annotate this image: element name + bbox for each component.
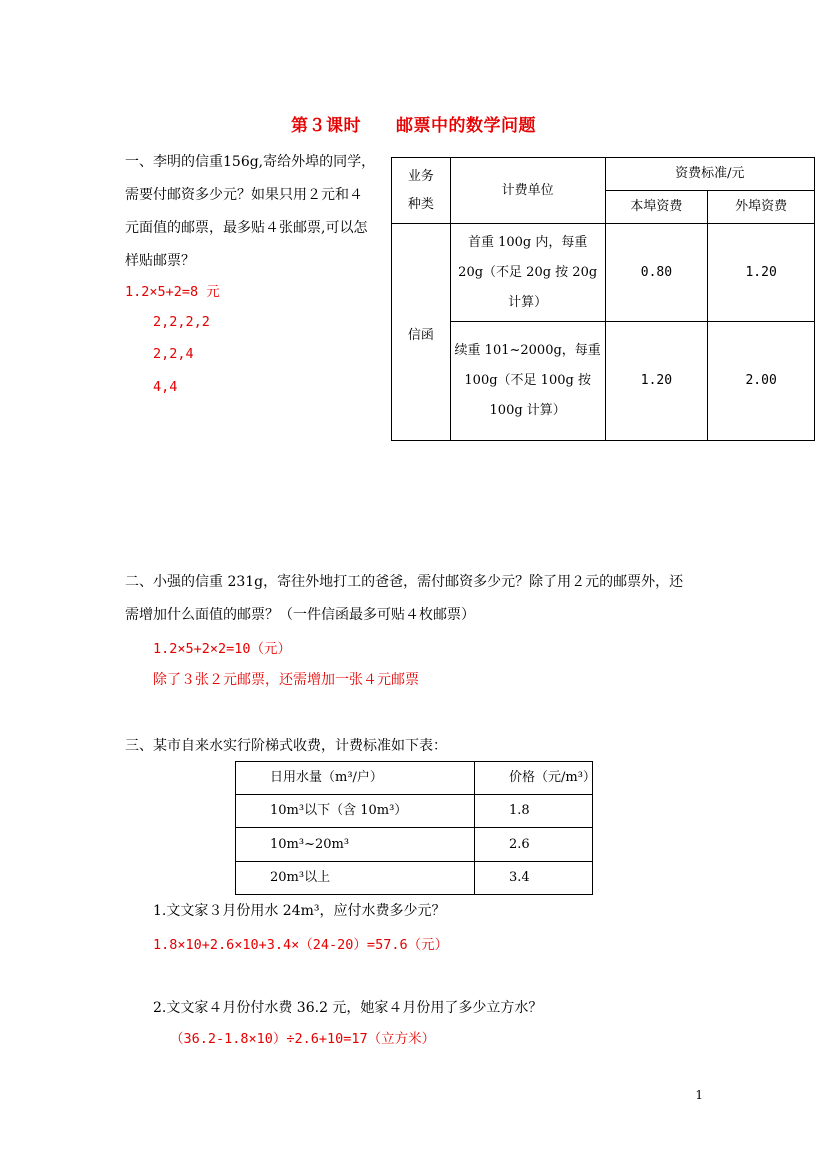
unit-line: 续重 101~2000g，每重 — [454, 343, 601, 358]
unit-line: 首重 100g 内，每重 — [467, 234, 588, 250]
water-usage-cell: 10m³以下（含 10m³） — [236, 795, 475, 828]
water-price-cell: 1.8 — [475, 795, 593, 828]
q1-answer-main: 1.2×5+2=8 元 — [125, 284, 220, 300]
q2-answer-text: 除了３张２元邮票，还需增加一张４元邮票 — [153, 672, 419, 688]
question-1-line: 一、李明的信重156g,寄给外埠的同学， — [125, 154, 376, 170]
unit-line: 计算） — [508, 294, 548, 310]
water-price-cell: 3.4 — [475, 862, 593, 895]
water-header-price: 价格（元/m³） — [475, 762, 593, 795]
question-3-sub1: 1.文文家３月份用水 24m³，应付水费多少元？ — [153, 903, 446, 919]
question-2-line: 二、小强的信重 231g，寄往外地打工的爸爸，需付邮资多少元？除了用２元的邮票外，还 — [125, 574, 684, 590]
unit-line: 100g（不足 100g 按 — [464, 373, 591, 388]
postage-rate-table — [391, 157, 815, 441]
header-unit: 计费单位 — [450, 158, 605, 224]
question-2 — [125, 566, 725, 632]
page-number: 1 — [695, 1088, 703, 1102]
question-1 — [125, 146, 385, 278]
q1-answer-option: 2,2,4 — [153, 346, 194, 362]
header-type — [392, 158, 451, 224]
row2-local: 1.20 — [605, 322, 708, 441]
header-type-line: 种类 — [407, 196, 434, 212]
type-letter: 信函 — [392, 224, 451, 441]
question-2-line: 需增加什么面值的邮票？（一件信函最多可贴４枚邮票） — [125, 607, 475, 623]
row1-unit — [450, 224, 605, 322]
water-usage-cell: 20m³以上 — [236, 862, 475, 895]
page-title: 第３课时 邮票中的数学问题 — [291, 116, 536, 136]
unit-line: 100g 计算） — [489, 403, 566, 418]
q3-answer-2: （36.2-1.8×10）÷2.6+10=17（立方米） — [170, 1031, 436, 1047]
q2-answer-calc: 1.2×5+2×2=10（元） — [153, 641, 292, 657]
header-standard: 资费标准/元 — [605, 158, 814, 191]
question-3-intro: 三、某市自来水实行阶梯式收费，计费标准如下表： — [125, 738, 447, 754]
row1-remote: 1.20 — [708, 224, 815, 322]
row2-unit — [450, 322, 605, 441]
row1-local: 0.80 — [605, 224, 708, 322]
question-1-line: 样贴邮票？ — [125, 253, 195, 269]
question-1-line: 需要付邮资多少元？如果只用２元和４ — [125, 187, 363, 203]
water-price-table — [235, 761, 596, 895]
water-usage-cell: 10m³~20m³ — [236, 828, 475, 862]
q1-answer-option: 2,2,2,2 — [153, 314, 210, 330]
header-type-line: 业务 — [407, 168, 434, 184]
water-price-cell: 2.6 — [475, 828, 593, 862]
question-1-line: 元面值的邮票，最多贴４张邮票,可以怎 — [125, 220, 368, 236]
row2-remote: 2.00 — [708, 322, 815, 441]
header-local: 本埠资费 — [605, 191, 708, 224]
q1-answer-option: 4,4 — [153, 379, 178, 395]
water-header-usage: 日用水量（m³/户） — [236, 762, 475, 795]
q3-answer-1: 1.8×10+2.6×10+3.4×（24-20）=57.6（元） — [153, 937, 449, 953]
question-3-sub2: 2.文文家４月份付水费 36.2 元，她家４月份用了多少立方水？ — [153, 1000, 543, 1016]
unit-line: 20g（不足 20g 按 20g — [458, 264, 598, 280]
header-remote: 外埠资费 — [708, 191, 815, 224]
